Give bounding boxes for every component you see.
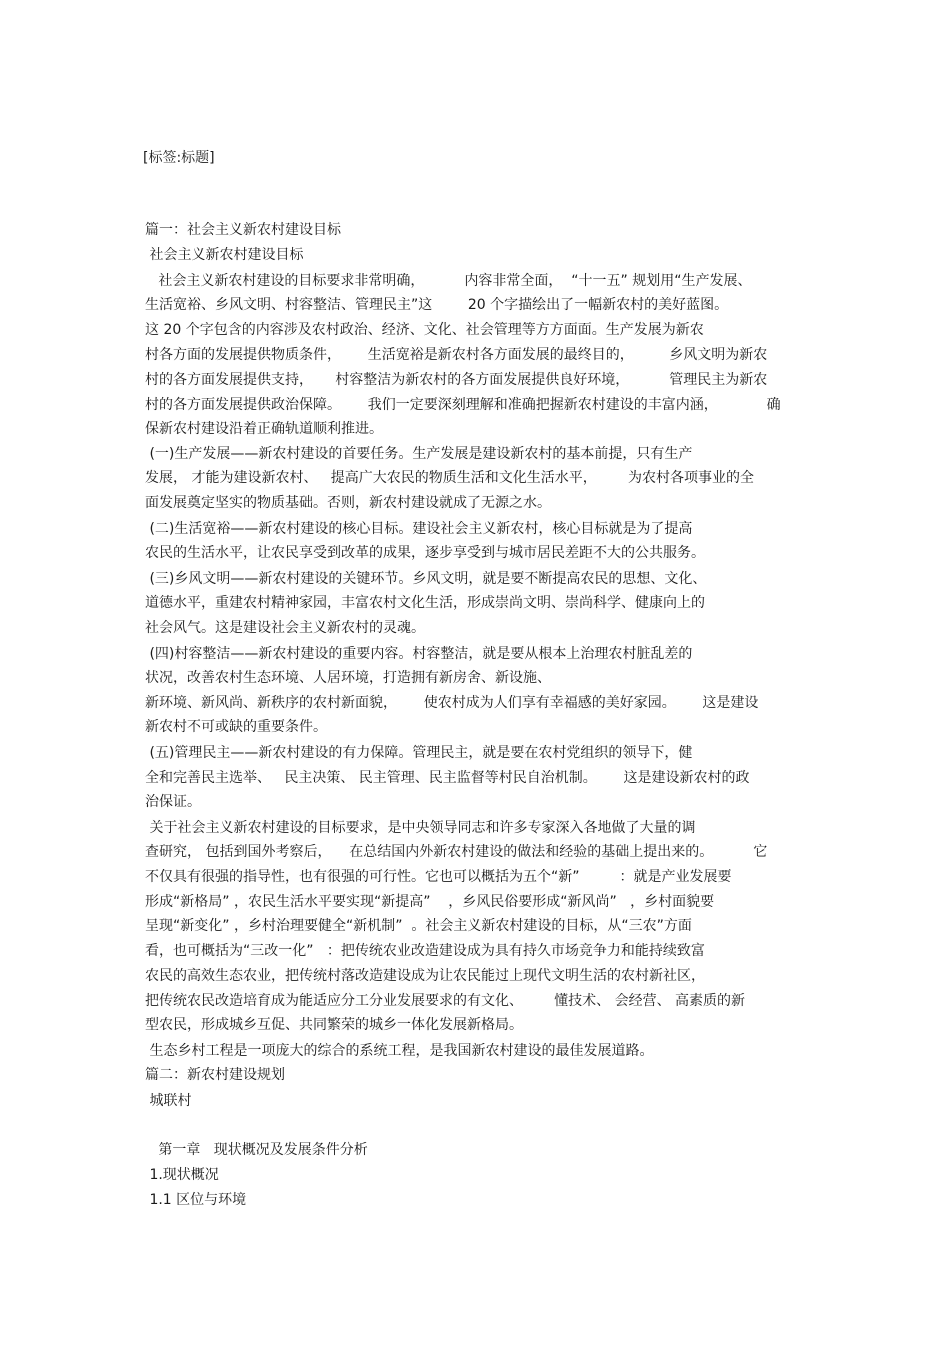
paragraph-line: 面发展奠定坚实的物质基础。否则，新农村建设就成了无源之水。: [145, 495, 551, 511]
paragraph-line: 道德水平，重建农村精神家园，丰富农村文化生活，形成崇尚文明、崇尚科学、健康向上的: [145, 595, 705, 611]
paragraph-line: 社会风气。这是建设社会主义新农村的灵魂。: [145, 620, 425, 636]
paragraph-line: 发展， 才能为建设新农村、 提高广大农民的物质生活和文化生活水平， 为农村各项事业的全: [145, 470, 754, 486]
paragraph-line: 状况，改善农村生态环境、人居环境，打造拥有新房舍、新设施、: [145, 670, 551, 686]
paragraph-line: 村的各方面发展提供支持， 村容整洁为新农村的各方面发展提供良好环境， 管理民主为新农: [145, 372, 768, 388]
tag-label: [标签:标题]: [143, 150, 215, 166]
section-title-2: 篇二：新农村建设规划: [145, 1067, 285, 1083]
paragraph-line: 生态乡村工程是一项庞大的综合的系统工程，是我国新农村建设的最佳发展道路。: [145, 1043, 654, 1059]
paragraph-line: 把传统农民改造培育成为能适应分工分业发展要求的有文化、 懂技术、 会经营、 高素质的新: [145, 993, 746, 1009]
paragraph-line: 不仅具有很强的指导性，也有很强的可行性。它也可以概括为五个“新” ：就是产业发展要: [145, 869, 732, 885]
paragraph-line: (三)乡风文明——新农村建设的关键环节。乡风文明，就是要不断提高农民的思想、文化、: [145, 571, 707, 587]
paragraph-line: 保新农村建设沿着正确轨道顺利推进。: [145, 421, 383, 437]
paragraph-line: 新环境、新风尚、新秩序的农村新面貌， 使农村成为人们享有幸福感的美好家园。 这是建设: [145, 695, 759, 711]
paragraph-line: (二)生活宽裕——新农村建设的核心目标。建设社会主义新农村，核心目标就是为了提高: [145, 521, 693, 537]
paragraph-line: (一)生产发展——新农村建设的首要任务。生产发展是建设新农村的基本前提，只有生产: [145, 446, 693, 462]
paragraph-line: 这 20 个字包含的内容涉及农村政治、经济、文化、社会管理等方方面面。生产发展为新农: [145, 322, 704, 338]
paragraph-line: 社会主义新农村建设的目标要求非常明确， 内容非常全面， “十一五” 规划用“生产发展、: [145, 273, 752, 289]
paragraph-line: 查研究， 包括到国外考察后， 在总结国内外新农村建设的做法和经验的基础上提出来的。 它: [145, 844, 768, 860]
paragraph-line: 呈现“新变化” ，乡村治理要健全“新机制” 。社会主义新农村建设的目标，从“三农”方面: [145, 918, 692, 934]
section-title-1: 篇一：社会主义新农村建设目标: [145, 222, 341, 238]
paragraph-line: 生活宽裕、乡风文明、村容整洁、管理民主”这 20 个字描绘出了一幅新农村的美好蓝图。: [145, 297, 729, 313]
paragraph-line: 村各方面的发展提供物质条件， 生活宽裕是新农村各方面发展的最终目的， 乡风文明为新农: [145, 347, 768, 363]
paragraph-line: 农民的高效生态农业，把传统村落改造建设成为让农民能过上现代文明生活的农村新社区，: [145, 968, 705, 984]
chapter-title: 第一章 现状概况及发展条件分析: [145, 1142, 368, 1158]
subsection-title: 1.现状概况: [145, 1167, 219, 1183]
article-title: 社会主义新农村建设目标: [145, 247, 304, 263]
paragraph-line: (四)村容整洁——新农村建设的重要内容。村容整洁，就是要从根本上治理农村脏乱差的: [145, 646, 693, 662]
paragraph-line: 型农民，形成城乡互促、共同繁荣的城乡一体化发展新格局。: [145, 1017, 523, 1033]
paragraph-line: 新农村不可或缺的重要条件。: [145, 719, 327, 735]
paragraph-line: 村的各方面发展提供政治保障。 我们一定要深刻理解和准确把握新农村建设的丰富内涵， 确: [145, 397, 781, 413]
paragraph-line: 形成“新格局” ，农民生活水平要实现“新提高” ，乡风民俗要形成“新风尚” ，乡村面貌要: [145, 894, 715, 910]
paragraph-line: 农民的生活水平，让农民享受到改革的成果，逐步享受到与城市居民差距不大的公共服务。: [145, 545, 705, 561]
village-name: 城联村: [145, 1093, 192, 1109]
paragraph-line: 全和完善民主选举、 民主决策、 民主管理、民主监督等村民自治机制。 这是建设新农村的政: [145, 770, 750, 786]
paragraph-line: 看，也可概括为“三改一化” ：把传统农业改造建设成为具有持久市场竞争力和能持续致富: [145, 943, 705, 959]
paragraph-line: (五)管理民主——新农村建设的有力保障。管理民主，就是要在农村党组织的领导下，健: [145, 745, 693, 761]
paragraph-line: 关于社会主义新农村建设的目标要求，是中央领导同志和许多专家深入各地做了大量的调: [145, 820, 696, 836]
subsection-title: 1.1 区位与环境: [145, 1192, 247, 1208]
paragraph-line: 治保证。: [145, 794, 201, 810]
